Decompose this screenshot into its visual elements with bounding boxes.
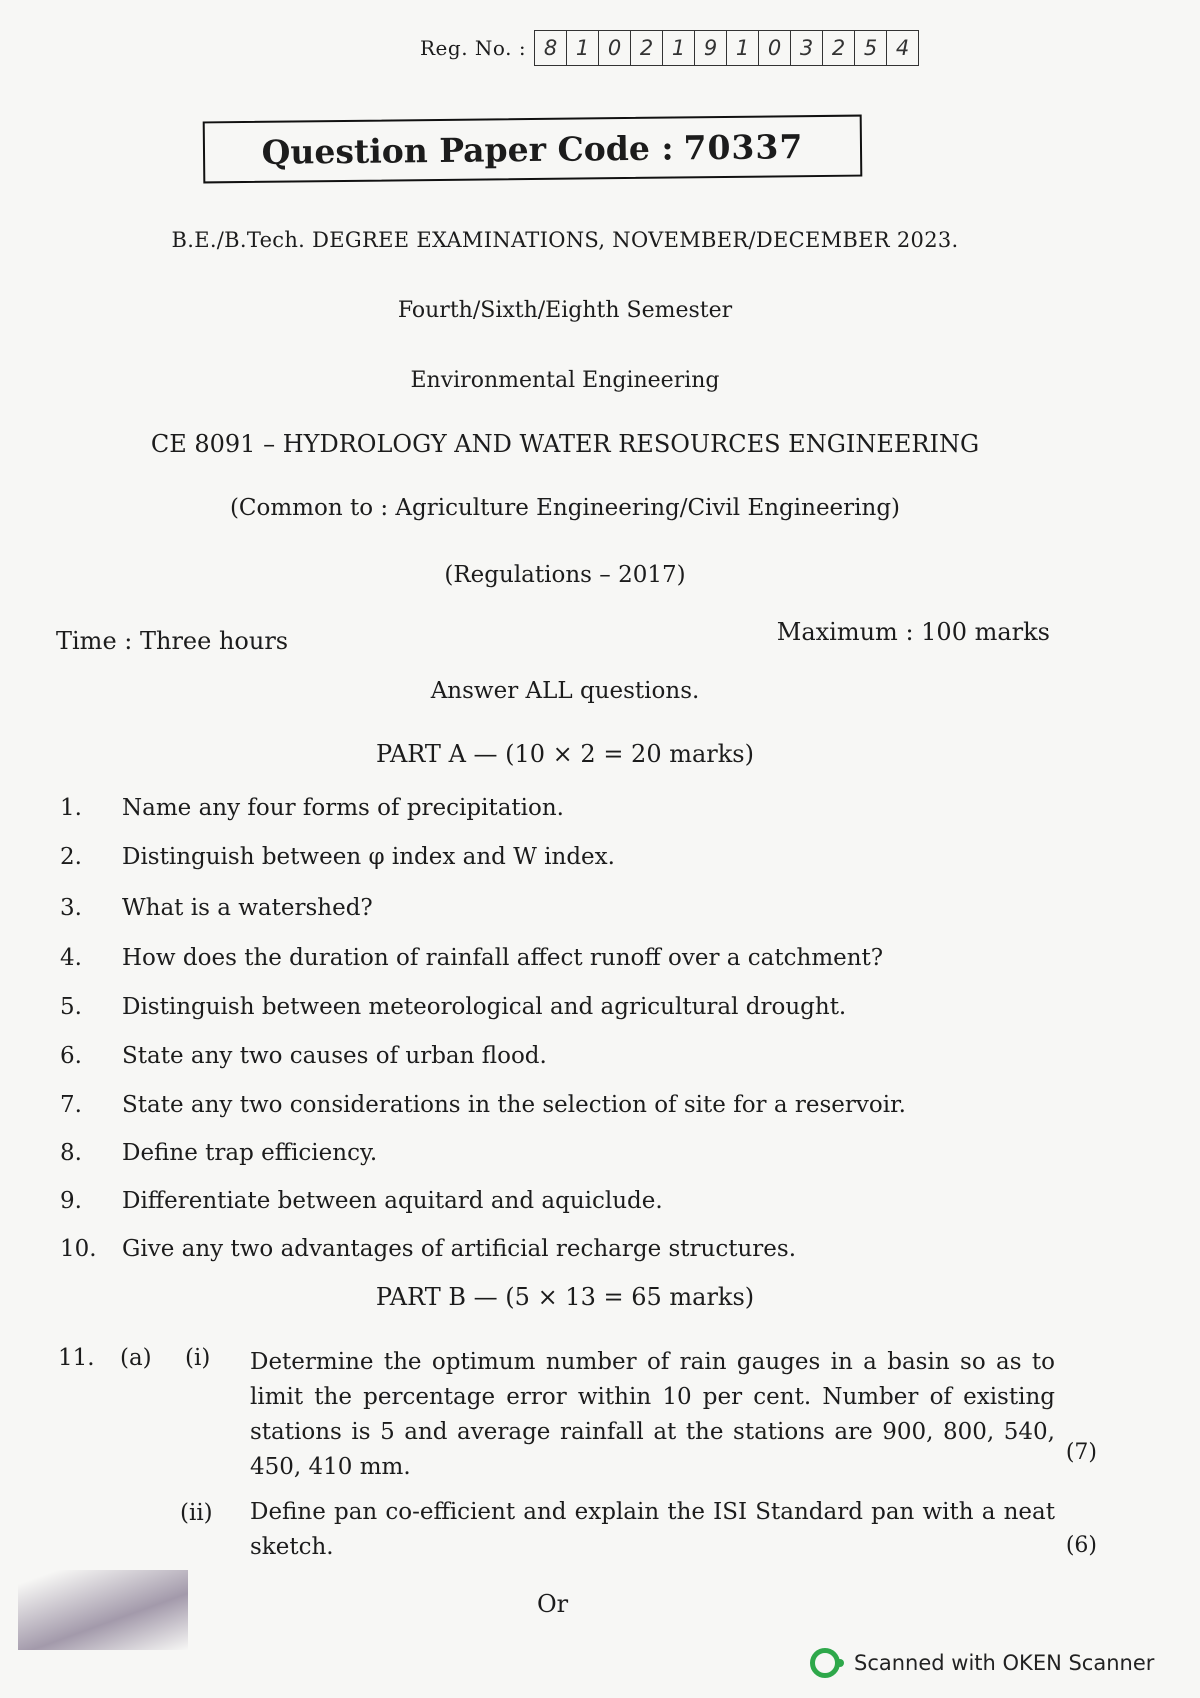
reg-no-digit: 5 <box>855 31 887 65</box>
code-label: Question Paper Code : <box>261 128 674 172</box>
question-text: Distinguish between meteorological and agricultural drought. <box>122 994 847 1020</box>
subquestion-text: Determine the optimum number of rain gauges in a basin so as to limit the percentage error within 10 per cent. Number of existing stations is 5 and average rainfall at the stations are 900, 800, 540, 450, 410 mm. <box>250 1349 1055 1480</box>
reg-no-boxes <box>534 30 919 66</box>
question-paper-code-box <box>203 115 863 184</box>
question-number: 7. <box>60 1092 82 1118</box>
reg-no-digit: 1 <box>663 31 695 65</box>
reg-no-digit: 8 <box>535 31 567 65</box>
regulations: (Regulations – 2017) <box>444 562 686 588</box>
subquestion-label: (i) <box>185 1345 211 1371</box>
subquestion-label: (ii) <box>180 1500 213 1526</box>
part-b-title: PART B — (5 × 13 = 65 marks) <box>375 1283 755 1311</box>
scanner-watermark <box>810 1648 1154 1678</box>
or-separator: Or <box>537 1590 569 1618</box>
question-number: 5. <box>60 994 82 1020</box>
department: Environmental Engineering <box>410 368 720 393</box>
question-number: 6. <box>60 1043 82 1069</box>
scanner-logo-icon <box>810 1648 840 1678</box>
question-text: Define trap efficiency. <box>122 1140 378 1166</box>
question-text: What is a watershed? <box>122 895 373 921</box>
subquestion-marks: (7) <box>1065 1440 1097 1465</box>
question-text: Give any two advantages of artificial recharge structures. <box>122 1236 797 1262</box>
reg-no-digit: 1 <box>727 31 759 65</box>
question-number: 3. <box>60 895 82 921</box>
scan-shadow <box>18 1570 188 1650</box>
question-text: Distinguish between φ index and W index. <box>122 844 615 870</box>
question-text: How does the duration of rainfall affect runoff over a catchment? <box>122 945 884 971</box>
common-to: (Common to : Agriculture Engineering/Civil Engineering) <box>229 495 901 521</box>
question-text: State any two considerations in the selection of site for a reservoir. <box>122 1092 906 1118</box>
exam-title: B.E./B.Tech. DEGREE EXAMINATIONS, NOVEMBER/DECEMBER 2023. <box>171 228 959 252</box>
subquestion-text: Define pan co-efficient and explain the ISI Standard pan with a neat sketch. <box>250 1499 1055 1560</box>
question-number: 1. <box>60 795 82 821</box>
course-title: CE 8091 – HYDROLOGY AND WATER RESOURCES ENGINEERING <box>150 430 980 458</box>
semester: Fourth/Sixth/Eighth Semester <box>397 298 733 323</box>
reg-no-digit: 1 <box>567 31 599 65</box>
question-number: 11. <box>58 1345 95 1371</box>
subquestion-marks: (6) <box>1065 1533 1097 1558</box>
part-a-title: PART A — (10 × 2 = 20 marks) <box>376 740 754 768</box>
question-number: 8. <box>60 1140 82 1166</box>
reg-no-digit: 2 <box>823 31 855 65</box>
question-number: 4. <box>60 945 82 971</box>
reg-no-digit: 4 <box>895 36 910 60</box>
reg-no <box>420 30 919 66</box>
paper-code: 70337 <box>683 126 804 167</box>
question-text: State any two causes of urban flood. <box>122 1043 547 1069</box>
maximum-marks: Maximum : 100 marks <box>776 618 1050 646</box>
reg-no-digit: 2 <box>631 31 663 65</box>
time-allowed: Time : Three hours <box>56 627 289 655</box>
question-number: 9. <box>60 1188 82 1214</box>
reg-no-label: Reg. No. : <box>420 36 527 60</box>
instruction: Answer ALL questions. <box>430 678 700 704</box>
reg-no-digit: 0 <box>599 31 631 65</box>
reg-no-digit: 0 <box>759 31 791 65</box>
question-number: 10. <box>60 1236 97 1262</box>
question-part-label: (a) <box>120 1345 152 1371</box>
reg-no-digit: 9 <box>695 31 727 65</box>
reg-no-digit: 3 <box>791 31 823 65</box>
scanner-text: Scanned with OKEN Scanner <box>854 1651 1155 1675</box>
question-number: 2. <box>60 844 82 870</box>
question-text: Name any four forms of precipitation. <box>122 795 564 821</box>
question-text: Differentiate between aquitard and aquiclude. <box>122 1188 663 1214</box>
